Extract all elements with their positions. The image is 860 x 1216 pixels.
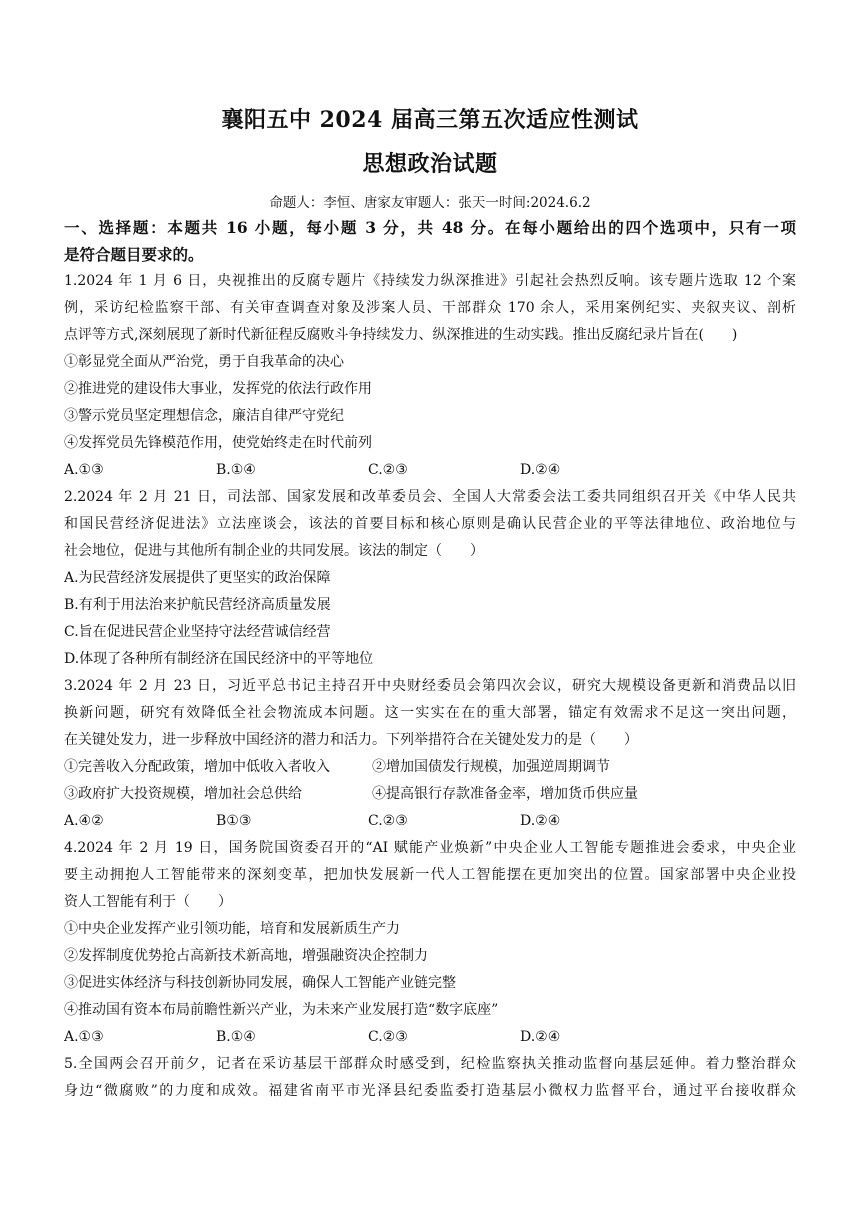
statement-item: ②推进党的建设伟大事业，发挥党的依法行政作用	[64, 381, 372, 397]
statement-item: ④提高银行存款准备金率，增加货币供应量	[372, 786, 638, 802]
question-5	[64, 1051, 796, 1105]
choice-a: A.为民营经济发展提供了更坚实的政治保障	[64, 570, 331, 586]
choice-b: B.有利于用法治来护航民营经济高质量发展	[64, 597, 331, 613]
question-stem-line: 例，采访纪检监察干部、有关审查调查对象及涉案人员、干部群众 170 余人，采用案例纪实、夹叙夹议、剖析	[64, 300, 796, 316]
option-a: A.①③	[64, 462, 104, 478]
option-a: A.①③	[64, 1029, 104, 1045]
question-stem-line: 身边“微腐败”的力度和成效。福建省南平市光泽县纪委监委打造基层小微权力监督平台，通过平台接收群众	[64, 1083, 796, 1099]
option-c: C.②③	[368, 813, 408, 829]
answer-options	[64, 808, 796, 835]
option-c: C.②③	[368, 462, 408, 478]
option-d: D.②④	[520, 1029, 561, 1045]
statement-pair	[64, 781, 796, 808]
option-d: D.②④	[520, 813, 561, 829]
question-stem-line: 和国民营经济促进法》立法座谈会，该法的首要目标和核心原则是确认民营企业的平等法律地位、政治地位与	[64, 516, 796, 532]
question-stem-line: 4.2024 年 2 月 19 日，国务院国资委召开的“AI 赋能产业焕新”中央企业人工智能专题推进会委求，中央企业	[64, 840, 796, 856]
choice-c: C.旨在促进民营企业坚持守法经营诚信经营	[64, 624, 331, 640]
statement-item: ③警示党员坚定理想信念，廉洁自律严守党纪	[64, 408, 344, 424]
exam-title: 襄阳五中 2024 届高三第五次适应性测试	[221, 107, 639, 133]
question-list	[64, 268, 796, 1105]
statement-item: ①彰显党全面从严治党，勇于自我革命的决心	[64, 354, 344, 370]
question-2	[64, 484, 796, 673]
question-stem-line: 在关键处发力，进一步释放中国经济的潜力和活力。下列举措符合在关键处发力的是（ ）	[64, 732, 638, 748]
question-4	[64, 835, 796, 1051]
statement-item: ①完善收入分配政策，增加中低收入者收入	[64, 759, 330, 775]
answer-options	[64, 1024, 796, 1051]
section-heading	[64, 214, 796, 268]
answer-options	[64, 457, 796, 484]
statement-item: ③促进实体经济与科技创新协同发展，确保人工智能产业链完整	[64, 975, 456, 991]
choice-d: D.体现了各种所有制经济在国民经济中的平等地位	[64, 651, 374, 667]
option-a: A.④②	[64, 813, 104, 829]
statement-pair	[64, 754, 796, 781]
statement-item: ①中央企业发挥产业引领功能，培育和发展新质生产力	[64, 921, 400, 937]
exam-meta: 命题人：李恒、唐家友审题人：张天一时间:2024.6.2	[269, 195, 591, 211]
statement-item: ②发挥制度优势抢占高新技术新高地，增强融资决企控制力	[64, 948, 428, 964]
question-stem-line: 换新问题，研究有效降低全社会物流成本问题。这一实实在在的重大部署，锚定有效需求不足这一突出问题，	[64, 705, 796, 721]
option-b: B①③	[216, 813, 252, 829]
question-stem-line: 点评等方式,深刻展现了新时代新征程反腐败斗争持续发力、纵深推进的生动实践。推出反腐纪录片旨在( )	[64, 327, 738, 343]
option-d: D.②④	[520, 462, 561, 478]
option-b: B.①④	[216, 1029, 256, 1045]
option-b: B.①④	[216, 462, 256, 478]
question-stem-line: 2.2024 年 2 月 21 日，司法部、国家发展和改革委员会、全国人大常委会法工委共同组织召开关《中华人民共	[64, 489, 796, 505]
question-stem-line: 1.2024 年 1 月 6 日，央视推出的反腐专题片《持续发力纵深推进》引起社会热烈反响。该专题片选取 12 个案	[64, 273, 796, 289]
question-3	[64, 673, 796, 835]
option-c: C.②③	[368, 1029, 408, 1045]
question-stem-line: 要主动拥抱人工智能带来的深刻变革，把加快发展新一代人工智能摆在更加突出的位置。国家部署中央企业投	[64, 867, 796, 883]
question-stem-line: 3.2024 年 2 月 23 日，习近平总书记主持召开中央财经委员会第四次会议，研究大规模设备更新和消费品以旧	[64, 678, 796, 694]
statement-item: ④推动国有资本布局前瞻性新兴产业，为未来产业发展打造“数字底座”	[64, 1002, 499, 1018]
question-stem-line: 资人工智能有利于（ ）	[64, 894, 232, 910]
statement-item: ③政府扩大投资规模，增加社会总供给	[64, 786, 302, 802]
section-heading-line: 一、选择题：本题共 16 小题，每小题 3 分，共 48 分。在每小题给出的四个选项中，只有一项	[64, 218, 796, 237]
statement-item: ④发挥党员先锋模范作用，使党始终走在时代前列	[64, 435, 372, 451]
question-1	[64, 268, 796, 484]
exam-subtitle: 思想政治试题	[362, 151, 498, 177]
section-heading-line: 是符合题目要求的。	[64, 245, 204, 264]
statement-item: ②增加国债发行规模，加强逆周期调节	[372, 759, 610, 775]
question-stem-line: 社会地位，促进与其他所有制企业的共同发展。该法的制定（ ）	[64, 543, 484, 559]
question-stem-line: 5.全国两会召开前夕，记者在采访基层干部群众时感受到，纪检监察执关推动监督向基层延伸。着力整治群众	[64, 1056, 796, 1072]
